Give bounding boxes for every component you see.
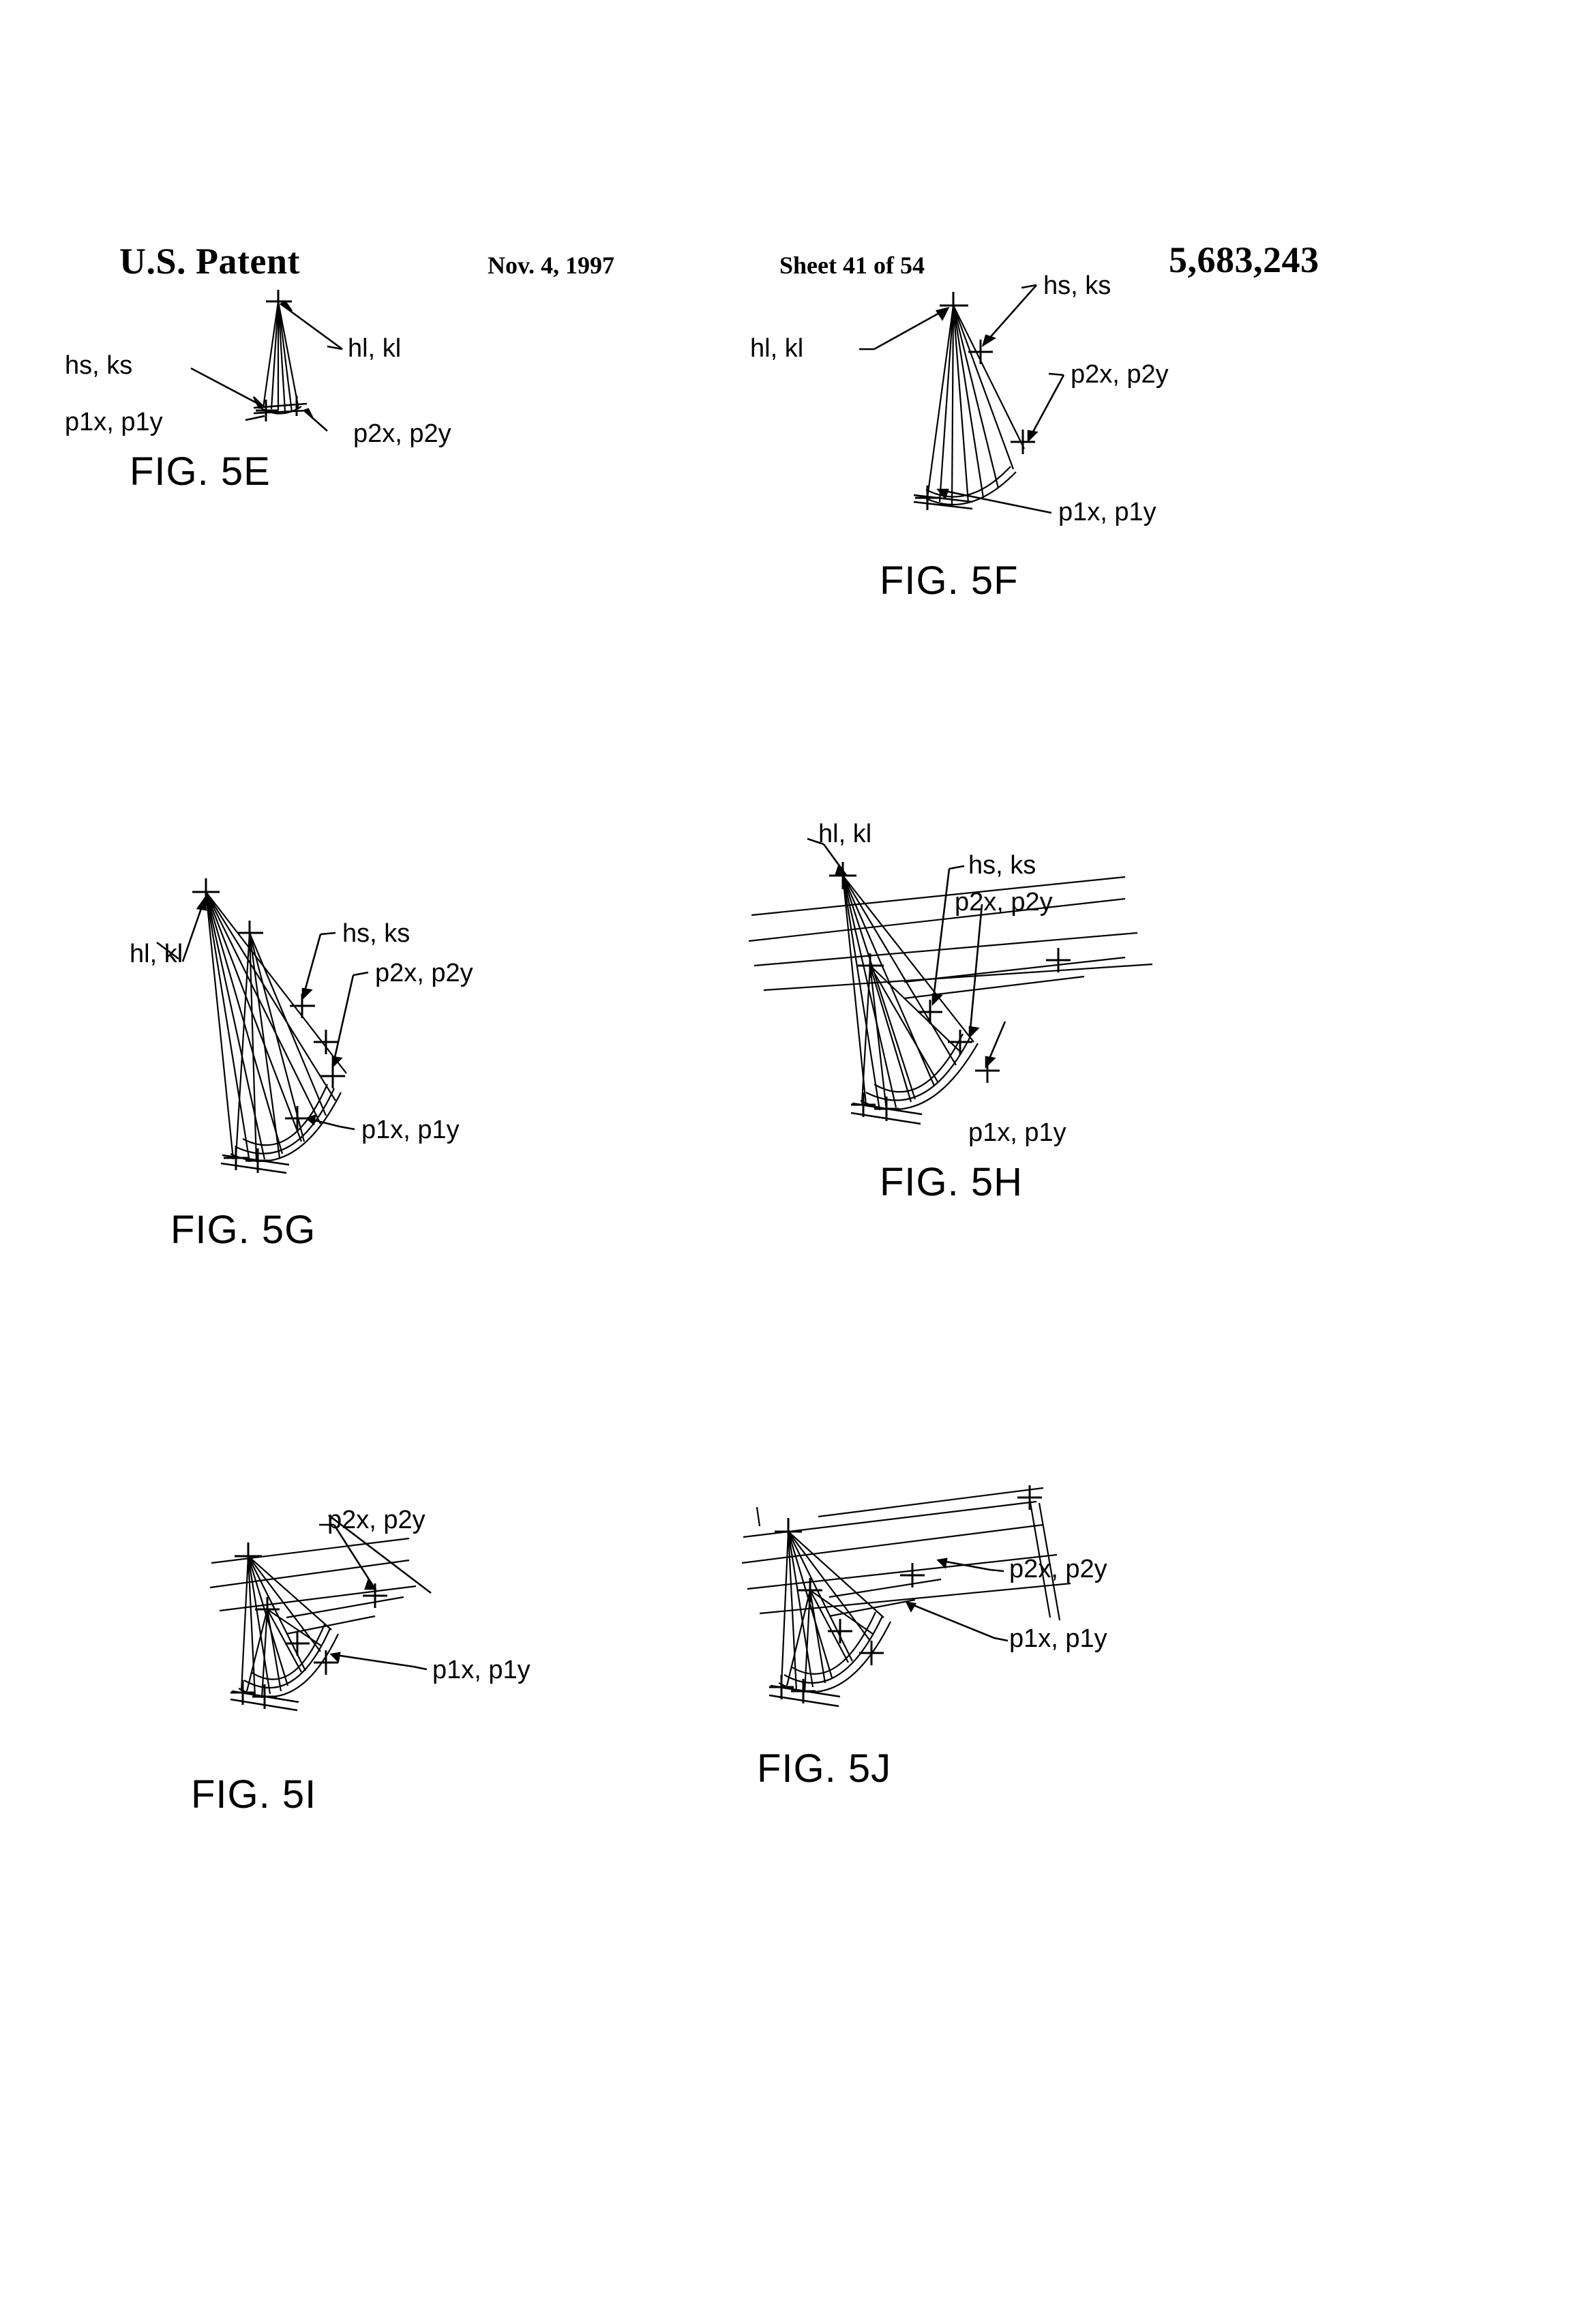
figure-5j bbox=[736, 1487, 1466, 2005]
patent-office-label: U.S. Patent bbox=[119, 241, 300, 282]
figure-5h-drawing bbox=[743, 818, 1480, 1384]
patent-sheet-header bbox=[0, 116, 1582, 282]
figure-5g-caption: FIG. 5G bbox=[170, 1208, 316, 1252]
label-hl-kl: hl, kl bbox=[750, 334, 804, 363]
label-hs-ks: hs, ks bbox=[1043, 271, 1111, 300]
figure-5e-caption: FIG. 5E bbox=[130, 449, 271, 494]
label-p1x-p1y: p1x, p1y bbox=[65, 408, 163, 436]
label-p2x-p2y: p2x, p2y bbox=[327, 1506, 426, 1534]
figure-5e-drawing bbox=[102, 286, 736, 709]
label-p1x-p1y: p1x, p1y bbox=[1009, 1624, 1107, 1653]
label-p1x-p1y: p1x, p1y bbox=[361, 1116, 460, 1144]
figure-5h-caption: FIG. 5H bbox=[880, 1160, 1024, 1204]
label-hs-ks: hs, ks bbox=[342, 919, 411, 948]
label-hl-kl: hl, kl bbox=[348, 334, 402, 363]
patent-number: 5,683,243 bbox=[1169, 239, 1319, 280]
label-p2x-p2y: p2x, p2y bbox=[375, 959, 473, 987]
label-p1x-p1y: p1x, p1y bbox=[432, 1656, 531, 1684]
label-hl-kl: hl, kl bbox=[130, 940, 183, 968]
patent-date: Nov. 4, 1997 bbox=[488, 252, 615, 279]
figure-5f-caption: FIG. 5F bbox=[880, 558, 1019, 603]
figure-5i bbox=[191, 1506, 771, 1998]
figure-5g bbox=[116, 818, 750, 1364]
figure-5i-caption: FIG. 5I bbox=[191, 1772, 317, 1817]
figure-5j-caption: FIG. 5J bbox=[757, 1746, 892, 1791]
figure-5i-drawing bbox=[205, 1521, 771, 1998]
figure-5e bbox=[65, 286, 736, 709]
label-hl-kl: hl, kl bbox=[818, 820, 872, 848]
figure-5h bbox=[743, 818, 1480, 1384]
label-p1x-p1y: p1x, p1y bbox=[1058, 498, 1156, 526]
label-p2x-p2y: p2x, p2y bbox=[955, 888, 1053, 917]
label-p1x-p1y: p1x, p1y bbox=[968, 1118, 1066, 1147]
label-hs-ks: hs, ks bbox=[968, 851, 1036, 880]
label-p2x-p2y: p2x, p2y bbox=[1071, 360, 1169, 389]
label-p2x-p2y: p2x, p2y bbox=[1009, 1555, 1107, 1583]
figure-5f bbox=[743, 273, 1480, 709]
label-p2x-p2y: p2x, p2y bbox=[353, 419, 451, 448]
sheet-number: Sheet 41 of 54 bbox=[779, 252, 925, 279]
label-hs-ks: hs, ks bbox=[65, 351, 133, 380]
figure-5f-drawing bbox=[743, 273, 1480, 709]
figure-5g-drawing bbox=[116, 818, 750, 1364]
